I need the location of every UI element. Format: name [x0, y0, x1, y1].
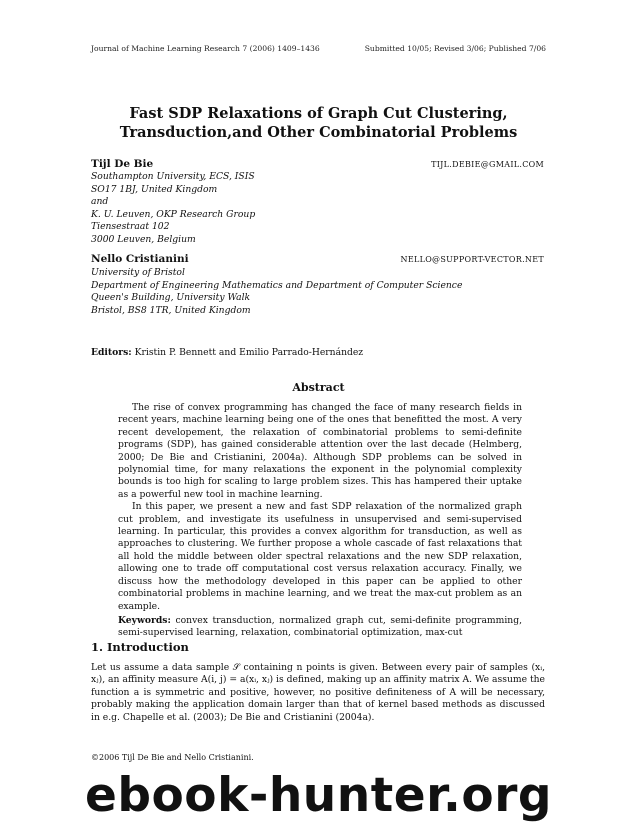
- affiliation-line: Queen's Building, University Walk: [91, 292, 251, 304]
- keywords-text: convex transduction, normalized graph cut, semi-definite programming, semi-supervised learning, relaxation, combinatorial optimization, max-cut: [118, 614, 523, 639]
- author-email: TIJL.DEBIE@GMAIL.COM: [431, 160, 544, 169]
- affiliation-line: and: [91, 196, 109, 208]
- section-heading: 1. Introduction: [91, 640, 189, 654]
- paper-title: [0, 104, 637, 142]
- affiliation-line: SO17 1BJ, United Kingdom: [91, 183, 218, 195]
- keywords-label: Keywords:: [118, 614, 171, 626]
- abstract-heading: Abstract: [292, 381, 345, 394]
- journal-header: Journal of Machine Learning Research 7 (2006) 1409–1436: [91, 44, 320, 53]
- affiliation-line: Tiensestraat 102: [91, 221, 170, 233]
- title-line-1: Fast SDP Relaxations of Graph Cut Clustering,: [129, 105, 508, 122]
- watermark-logo: ebook-hunter.org: [84, 768, 553, 823]
- affiliation-line: Southampton University, ECS, ISIS: [91, 171, 255, 182]
- author-email: NELLO@SUPPORT-VECTOR.NET: [400, 255, 544, 264]
- editors-line: [91, 347, 363, 359]
- editors-label: Editors:: [91, 347, 132, 358]
- affiliation-line: Bristol, BS8 1TR, United Kingdom: [91, 304, 251, 316]
- submission-dates: Submitted 10/05; Revised 3/06; Published 7/06: [364, 44, 546, 53]
- author-name: Nello Cristianini: [91, 253, 189, 265]
- keywords: [118, 615, 522, 640]
- affiliation-line: K. U. Leuven, OKP Research Group: [91, 208, 256, 220]
- affiliation-line: Department of Engineering Mathematics and Department of Computer Science: [91, 279, 463, 291]
- title-line-2: Transduction,and Other Combinatorial Problems: [119, 124, 518, 141]
- author-affiliation: [91, 171, 255, 247]
- editors-names: Kristin P. Bennett and Emilio Parrado-Hernández: [134, 347, 364, 358]
- author-name: Tijl De Bie: [91, 158, 154, 170]
- affiliation-line: University of Bristol: [91, 267, 185, 278]
- abstract-paragraph: In this paper, we present a new and fast SDP relaxation of the normalized graph cut problem, and investigate its usefulness in unsupervised and semi-supervised learning. In particular, this provides a convex algorithm for transduction, as well as approaches to clustering. We further propose a whole cascade of fast relaxations that all hold the middle between older spectral relaxations and the new SDP relaxation, allowing one to trade off computational cost versus relaxation accuracy. Finally, we discuss how the methodology developed in this paper can be applied to other combinatorial problems in machine learning, and we treat the max-cut problem as an example.: [118, 501, 522, 612]
- affiliation-line: 3000 Leuven, Belgium: [91, 233, 196, 245]
- author-affiliation: [91, 267, 462, 317]
- abstract-body: [118, 402, 522, 640]
- copyright-notice: ©2006 Tijl De Bie and Nello Cristianini.: [91, 753, 254, 762]
- introduction-paragraph: Let us assume a data sample 𝒮 containing n points is given. Between every pair of samples (xᵢ, xⱼ), an affinity measure A(i, j) = a(xᵢ, xⱼ) is defined, making up an affinity matrix A. We assume the function a is symmetric and positive, however, no positive definiteness of A will be necessary, probably making the application domain larger than that of kernel based methods as discussed in e.g. Chapelle et al. (2003); De Bie and Cristianini (2004a).: [91, 662, 545, 723]
- introduction-text: [91, 662, 545, 724]
- abstract-paragraph: The rise of convex programming has changed the face of many research fields in recent years, machine learning being one of the ones that benefitted the most. A very recent developement, the relaxation of combinatorial problems to semi-definite programs (SDP), has gained considerable attention over the last decade (Helmberg, 2000; De Bie and Cristianini, 2004a). Although SDP problems can be solved in polynomial time, for many relaxations the exponent in the polynomial complexity bounds is too high for scaling to large problem sizes. This has hampered their uptake as a powerful new tool in machine learning.: [118, 402, 522, 500]
